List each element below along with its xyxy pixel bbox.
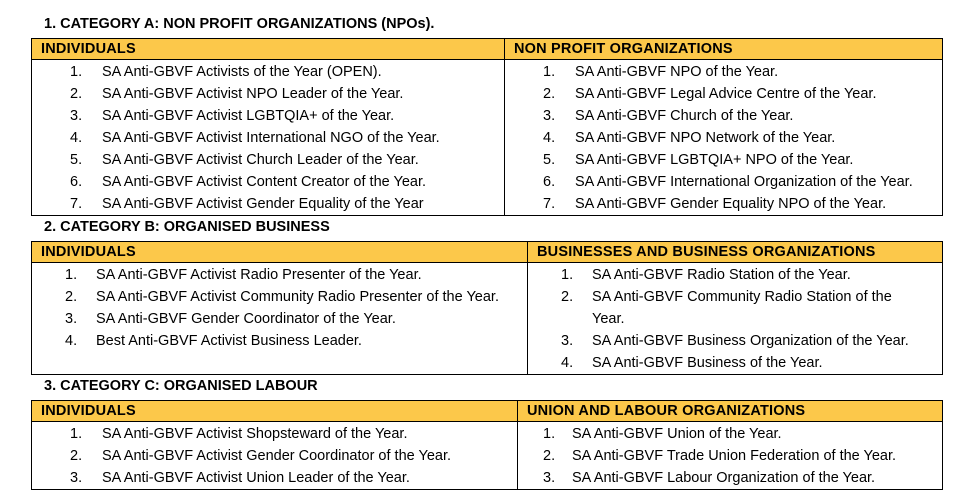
list-item: 1. SA Anti-GBVF Activist Radio Presenter of the Year.	[65, 267, 422, 283]
list-item: 2. SA Anti-GBVF Activist Gender Coordinator of the Year.	[70, 448, 451, 464]
list-item: 3. SA Anti-GBVF Activist LGBTQIA+ of the Year.	[70, 108, 395, 124]
category-b-left-header: INDIVIDUALS	[32, 242, 528, 263]
list-item: 3. SA Anti-GBVF Church of the Year.	[543, 108, 794, 124]
list-item: 2. SA Anti-GBVF Trade Union Federation of the Year.	[543, 448, 897, 464]
category-c-left-header: INDIVIDUALS	[32, 401, 518, 422]
list-item: 6. SA Anti-GBVF International Organization of the Year.	[543, 174, 913, 190]
list-item: 2. SA Anti-GBVF Community Radio Station of the Year.	[561, 289, 892, 327]
list-item: 5. SA Anti-GBVF Activist Church Leader of the Year.	[70, 152, 419, 168]
list-item: 1. SA Anti-GBVF Activist Shopsteward of the Year.	[70, 426, 408, 442]
list-item: 4. SA Anti-GBVF Business of the Year.	[561, 355, 823, 371]
category-b-table	[31, 241, 943, 375]
list-item: 1. SA Anti-GBVF Union of the Year.	[543, 426, 782, 442]
list-item: 7. SA Anti-GBVF Activist Gender Equality of the Year	[70, 196, 424, 212]
category-c-union-list	[518, 423, 942, 489]
category-a-left-header: INDIVIDUALS	[32, 39, 505, 60]
list-item: 4. SA Anti-GBVF Activist International NGO of the Year.	[70, 130, 440, 146]
list-item: 6. SA Anti-GBVF Activist Content Creator of the Year.	[70, 174, 427, 190]
category-c-heading: 3. CATEGORY C: ORGANISED LABOUR	[44, 378, 318, 394]
category-b-heading: 2. CATEGORY B: ORGANISED BUSINESS	[44, 219, 330, 235]
category-c-right-header: UNION AND LABOUR ORGANIZATIONS	[518, 401, 943, 422]
category-b-individuals-list	[32, 264, 527, 352]
list-item: 5. SA Anti-GBVF LGBTQIA+ NPO of the Year.	[543, 152, 854, 168]
list-item: 3. SA Anti-GBVF Labour Organization of the Year.	[543, 470, 876, 486]
list-item: 4. SA Anti-GBVF NPO Network of the Year.	[543, 130, 836, 146]
category-b-business-list	[528, 264, 942, 374]
list-item: 3. SA Anti-GBVF Activist Union Leader of the Year.	[70, 470, 410, 486]
list-item: 1. SA Anti-GBVF NPO of the Year.	[543, 64, 779, 80]
category-c-table	[31, 400, 943, 490]
category-a-heading: 1. CATEGORY A: NON PROFIT ORGANIZATIONS (NPOs).	[44, 16, 435, 32]
category-a-individuals-list	[32, 61, 504, 215]
category-b-right-header: BUSINESSES AND BUSINESS ORGANIZATIONS	[528, 242, 943, 263]
list-item: 7. SA Anti-GBVF Gender Equality NPO of the Year.	[543, 196, 887, 212]
category-a-right-header: NON PROFIT ORGANIZATIONS	[505, 39, 943, 60]
list-item: 3. SA Anti-GBVF Business Organization of the Year.	[561, 333, 909, 349]
list-item: 2. SA Anti-GBVF Legal Advice Centre of the Year.	[543, 86, 877, 102]
list-item: 2. SA Anti-GBVF Activist Community Radio Presenter of the Year.	[65, 289, 499, 305]
list-item: 1. SA Anti-GBVF Radio Station of the Year.	[561, 267, 851, 283]
category-c-individuals-list	[32, 423, 517, 489]
category-a-table	[31, 38, 943, 216]
list-item: 3. SA Anti-GBVF Gender Coordinator of the Year.	[65, 311, 396, 327]
list-item: 2. SA Anti-GBVF Activist NPO Leader of the Year.	[70, 86, 404, 102]
list-item: 4. Best Anti-GBVF Activist Business Leader.	[65, 333, 362, 349]
list-item: 1. SA Anti-GBVF Activists of the Year (OPEN).	[70, 64, 382, 80]
category-a-npo-list	[505, 61, 942, 215]
